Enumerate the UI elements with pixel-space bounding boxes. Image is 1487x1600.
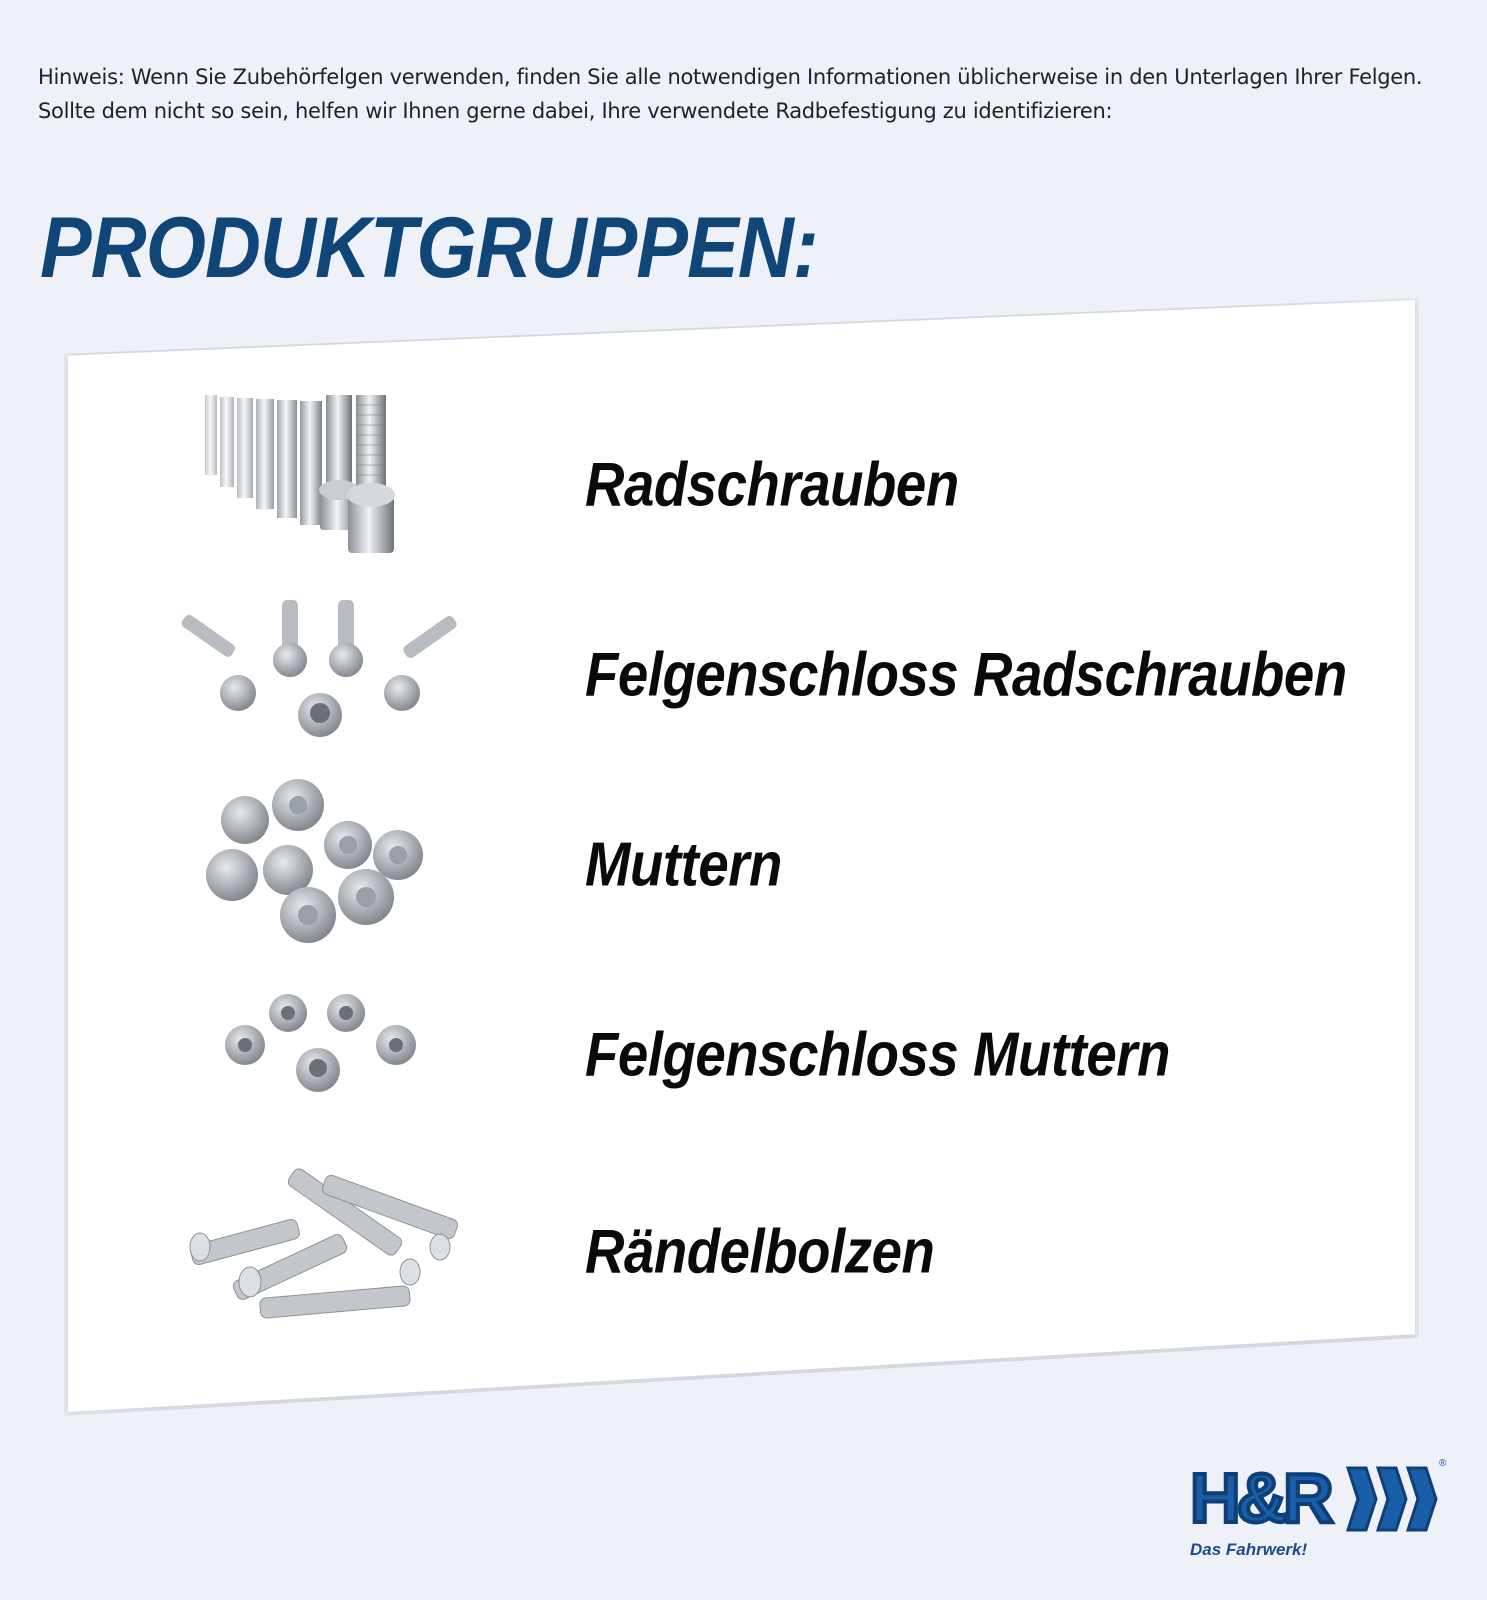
logo-stripes-icon [1340,1464,1440,1534]
product-label[interactable]: Muttern [585,830,782,900]
product-label[interactable]: Felgenschloss Radschrauben [585,640,1347,710]
logo-brand-text: H&R [1190,1459,1330,1537]
product-label[interactable]: Felgenschloss Muttern [585,1020,1170,1090]
locking-bolts-image [170,585,470,765]
logo-tagline: Das Fahrwerk! [1190,1540,1308,1559]
registered-mark: ® [1439,1458,1447,1469]
product-label[interactable]: Radschrauben [585,450,959,520]
product-item-radschrauben[interactable] [130,395,1330,575]
product-item-muttern[interactable] [130,775,1330,955]
locking-nuts-image [170,965,470,1145]
page-title: PRODUKTGRUPPEN: [40,200,818,296]
hint-line-1: Hinweis: Wenn Sie Zubehörfelgen verwenden, finden Sie alle notwendigen Informationen üblicherweise in den Unterlagen Ihrer Felgen. [38,65,1423,89]
knurled-studs-image [170,1162,470,1342]
brand-logo[interactable] [1190,1458,1450,1568]
hint-text [38,60,1438,128]
product-item-felgenschloss-muttern[interactable] [130,965,1330,1145]
product-label[interactable]: Rändelbolzen [585,1217,935,1287]
wheel-nuts-image [170,775,470,955]
hint-line-2: Sollte dem nicht so sein, helfen wir Ihnen gerne dabei, Ihre verwendete Radbefestigung zu identifizieren: [38,99,1113,123]
product-item-raendelbolzen[interactable] [130,1162,1330,1342]
wheel-bolts-image [170,395,470,575]
product-item-felgenschloss-radschrauben[interactable] [130,585,1347,765]
